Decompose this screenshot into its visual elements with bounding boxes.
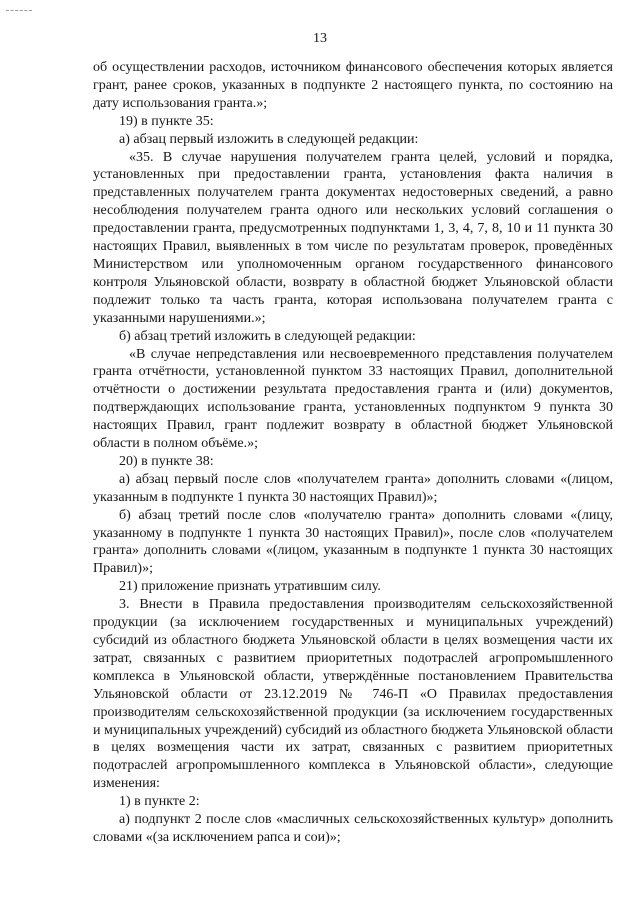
paragraph-9: б) абзац третий после слов «получателю гранта» дополнить словами «(лицу, указанному в подпункте 1 пункта 30 настоящих Правил)», после слов «получателем гранта» дополнить словами «(лицом, указанным в подпункте 1 пункта 30 настоящих Правил)»;	[93, 507, 613, 577]
paragraph-6: «В случае непредставления или несвоевременного представления получателем гранта отчётности, установленной пунктом 33 настоящих Правил, дополнительной отчётности о достижении результата предоставления гранта и (или) документов, подтверждающих использование гранта, установленных подпунктом 9 пункта 30 настоящих Правил, грант подлежит возврату в областной бюджет Ульяновской области в полном объёме.»;	[93, 346, 613, 452]
paragraph-2: 19) в пункте 35:	[119, 113, 214, 129]
paragraph-3: а) абзац первый изложить в следующей редакции:	[119, 131, 419, 147]
paragraph-1: об осуществлении расходов, источником финансового обеспечения которых является грант, ранее сроков, указанных в подпункте 2 настоящего пункта, по состоянию на дату использования гранта.»;	[93, 60, 613, 111]
paragraph-11: 3. Внести в Правила предоставления производителям сельскохозяйственной продукции (за исключением государственных и муниципальных учреждений) субсидий из областного бюджета Ульяновской области в целях возмещения части их затрат, связанных с развитием приоритетных подотраслей агропромышленного комплекса в Ульяновской области, утверждённые постановлением Правительства Ульяновской области от 23.12.2019 № 746-П «О Правилах предоставления производителям сельскохозяйственной продукции (за исключением государственных и муниципальных учреждений) субсидий из областного бюджета Ульяновской области в целях возмещения части их затрат, связанных с развитием приоритетных подотраслей агропромышленного комплекса в Ульяновской области», следующие изменения:	[93, 597, 613, 792]
scan-artifact-line	[6, 10, 32, 11]
paragraph-12: 1) в пункте 2:	[119, 794, 200, 810]
paragraph-4: «35. В случае нарушения получателем гранта целей, условий и порядка, установленных при предоставлении гранта, установления факта наличия в представленных получателем гранта документах недостоверных сведений, а равно несоблюдения получателем гранта одного или нескольких условий соглашения о предоставлении гранта, предусмотренных подпунктами 1, 3, 4, 7, 8, 10 и 11 пункта 30 настоящих Правил, выявленных в том числе по результатам проверок, проведённых Министерством или уполномоченным органом государственного финансового контроля Ульяновской области, возврату в областной бюджет Ульяновской области подлежит только та часть гранта, которая использована получателем гранта с указанными нарушениями.»;	[93, 149, 613, 326]
page-number: 13	[313, 31, 327, 46]
paragraph-5: б) абзац третий изложить в следующей редакции:	[119, 328, 416, 344]
paragraph-10: 21) приложение признать утратившим силу.	[119, 579, 381, 595]
paragraph-7: 20) в пункте 38:	[119, 453, 214, 469]
paragraph-8: а) абзац первый после слов «получателем гранта» дополнить словами «(лицом, указанным в подпункте 1 пункта 30 настоящих Правил)»;	[93, 471, 613, 505]
document-body	[93, 59, 613, 847]
paragraph-13: а) подпункт 2 после слов «масличных сельскохозяйственных культур» дополнить словами «(за исключением рапса и сои)»;	[93, 812, 613, 845]
